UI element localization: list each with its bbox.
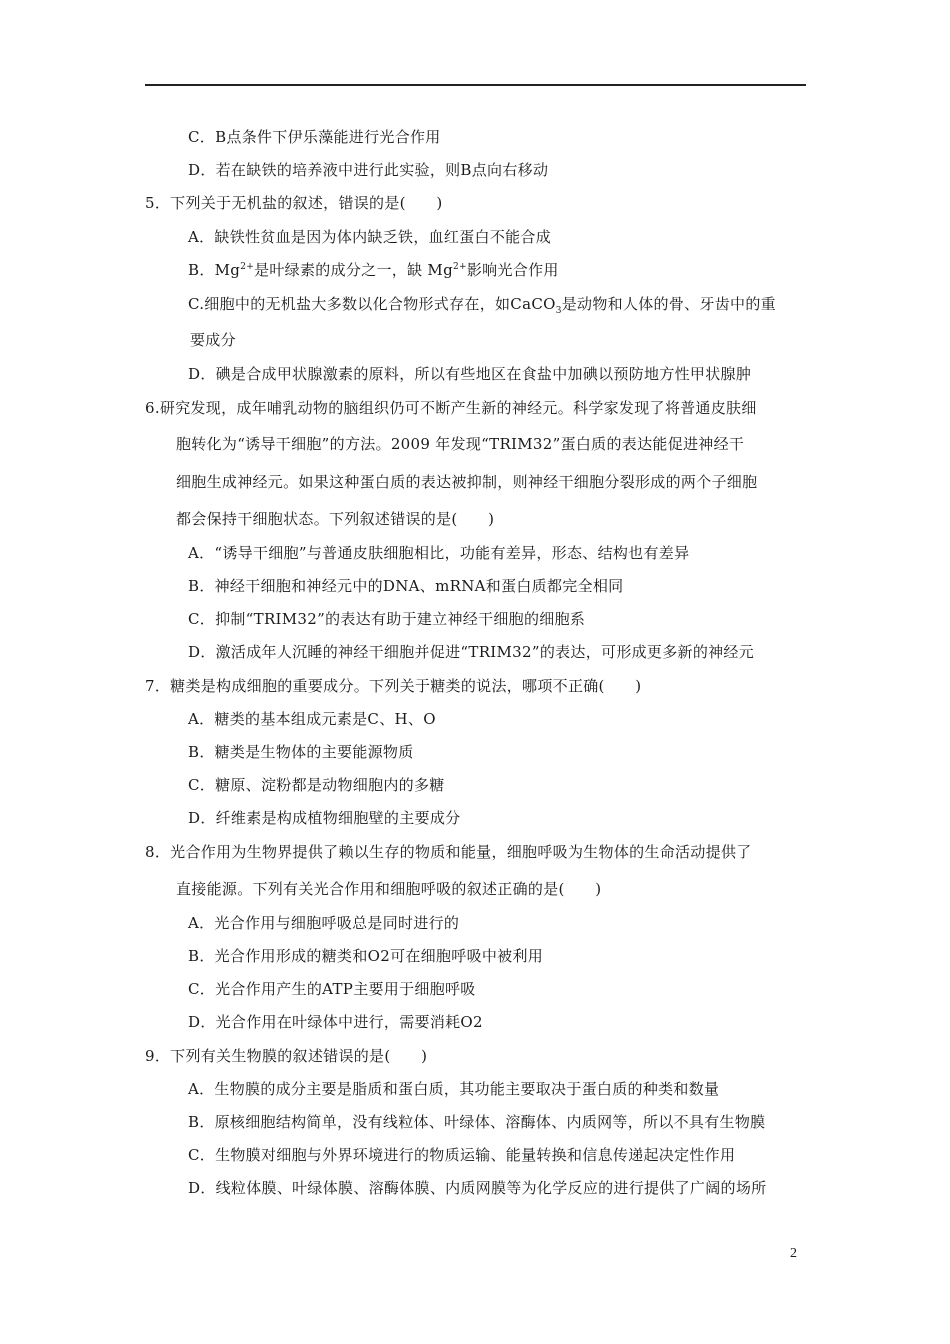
q5-option-c bbox=[188, 294, 776, 314]
q7-option-b: B．糖类是生物体的主要能源物质 bbox=[188, 743, 414, 761]
q5-option-b-part1: B．Mg bbox=[188, 261, 241, 279]
q8-option-a: A．光合作用与细胞呼吸总是同时进行的 bbox=[188, 914, 460, 932]
q7-option-a: A．糖类的基本组成元素是C、H、O bbox=[188, 710, 436, 728]
q5-option-c-continuation: 要成分 bbox=[190, 331, 236, 349]
q5-option-b-part3: 影响光合作用 bbox=[466, 261, 559, 279]
q5-option-b-part2: 是叶绿素的成分之一，缺 Mg bbox=[254, 261, 453, 279]
mg-charge-2: 2+ bbox=[453, 262, 467, 272]
q5-stem: 5．下列关于无机盐的叙述，错误的是( ) bbox=[145, 194, 443, 212]
header-rule bbox=[145, 84, 806, 86]
page-number: 2 bbox=[790, 1246, 797, 1261]
q9-option-c: C．生物膜对细胞与外界环境进行的物质运输、能量转换和信息传递起决定性作用 bbox=[188, 1146, 736, 1164]
q5-option-d: D．碘是合成甲状腺激素的原料，所以有些地区在食盐中加碘以预防地方性甲状腺肿 bbox=[188, 365, 752, 383]
q8-option-c: C．光合作用产生的ATP主要用于细胞呼吸 bbox=[188, 980, 476, 998]
q8-stem-line-1: 8．光合作用为生物界提供了赖以生存的物质和能量，细胞呼吸为生物体的生命活动提供了 bbox=[145, 843, 752, 861]
q6-stem-line-1: 6.研究发现，成年哺乳动物的脑组织仍可不断产生新的神经元。科学家发现了将普通皮肤细 bbox=[145, 399, 757, 417]
q6-option-a: A．“诱导干细胞”与普通皮肤细胞相比，功能有差异，形态、结构也有差异 bbox=[188, 544, 690, 562]
q5-option-a: A．缺铁性贫血是因为体内缺乏铁，血红蛋白不能合成 bbox=[188, 228, 552, 246]
mg-charge-1: 2+ bbox=[240, 262, 255, 272]
q4-option-d: D．若在缺铁的培养液中进行此实验，则B点向右移动 bbox=[188, 161, 549, 179]
q6-option-b: B．神经干细胞和神经元中的DNA、mRNA和蛋白质都完全相同 bbox=[188, 577, 624, 595]
q7-option-d: D．纤维素是构成植物细胞壁的主要成分 bbox=[188, 809, 461, 827]
q6-stem-line-2: 胞转化为“诱导干细胞”的方法。2009 年发现“TRIM32”蛋白质的表达能促进神经干 bbox=[176, 435, 745, 453]
q6-option-d: D．激活成年人沉睡的神经干细胞并促进“TRIM32”的表达，可形成更多新的神经元 bbox=[188, 643, 755, 661]
q6-stem-line-3: 细胞生成神经元。如果这种蛋白质的表达被抑制，则神经干细胞分裂形成的两个子细胞 bbox=[176, 473, 758, 491]
q9-option-a: A．生物膜的成分主要是脂质和蛋白质，其功能主要取决于蛋白质的种类和数量 bbox=[188, 1080, 720, 1098]
q9-stem: 9．下列有关生物膜的叙述错误的是( ) bbox=[145, 1047, 428, 1065]
q5-option-b bbox=[188, 260, 559, 280]
q6-option-c: C．抑制“TRIM32”的表达有助于建立神经干细胞的细胞系 bbox=[188, 610, 586, 628]
q6-stem-line-4: 都会保持干细胞状态。下列叙述错误的是( ) bbox=[176, 510, 495, 528]
q4-option-c: C．B点条件下伊乐藻能进行光合作用 bbox=[188, 128, 441, 146]
q9-option-b: B．原核细胞结构简单，没有线粒体、叶绿体、溶酶体、内质网等，所以不具有生物膜 bbox=[188, 1113, 766, 1131]
q9-option-d: D．线粒体膜、叶绿体膜、溶酶体膜、内质网膜等为化学反应的进行提供了广阔的场所 bbox=[188, 1179, 767, 1197]
q8-stem-line-2: 直接能源。下列有关光合作用和细胞呼吸的叙述正确的是( ) bbox=[176, 880, 602, 898]
q5-option-c-part1: C.细胞中的无机盐大多数以化合物形式存在，如CaCO bbox=[188, 295, 556, 313]
q5-option-c-part2: 是动物和人体的骨、牙齿中的重 bbox=[561, 295, 776, 313]
caco3-subscript: 3 bbox=[555, 306, 562, 316]
q8-option-b: B．光合作用形成的糖类和O2可在细胞呼吸中被利用 bbox=[188, 947, 544, 965]
q7-option-c: C．糖原、淀粉都是动物细胞内的多糖 bbox=[188, 776, 445, 794]
q8-option-d: D．光合作用在叶绿体中进行，需要消耗O2 bbox=[188, 1013, 483, 1031]
q7-stem: 7．糖类是构成细胞的重要成分。下列关于糖类的说法，哪项不正确( ) bbox=[145, 677, 642, 695]
